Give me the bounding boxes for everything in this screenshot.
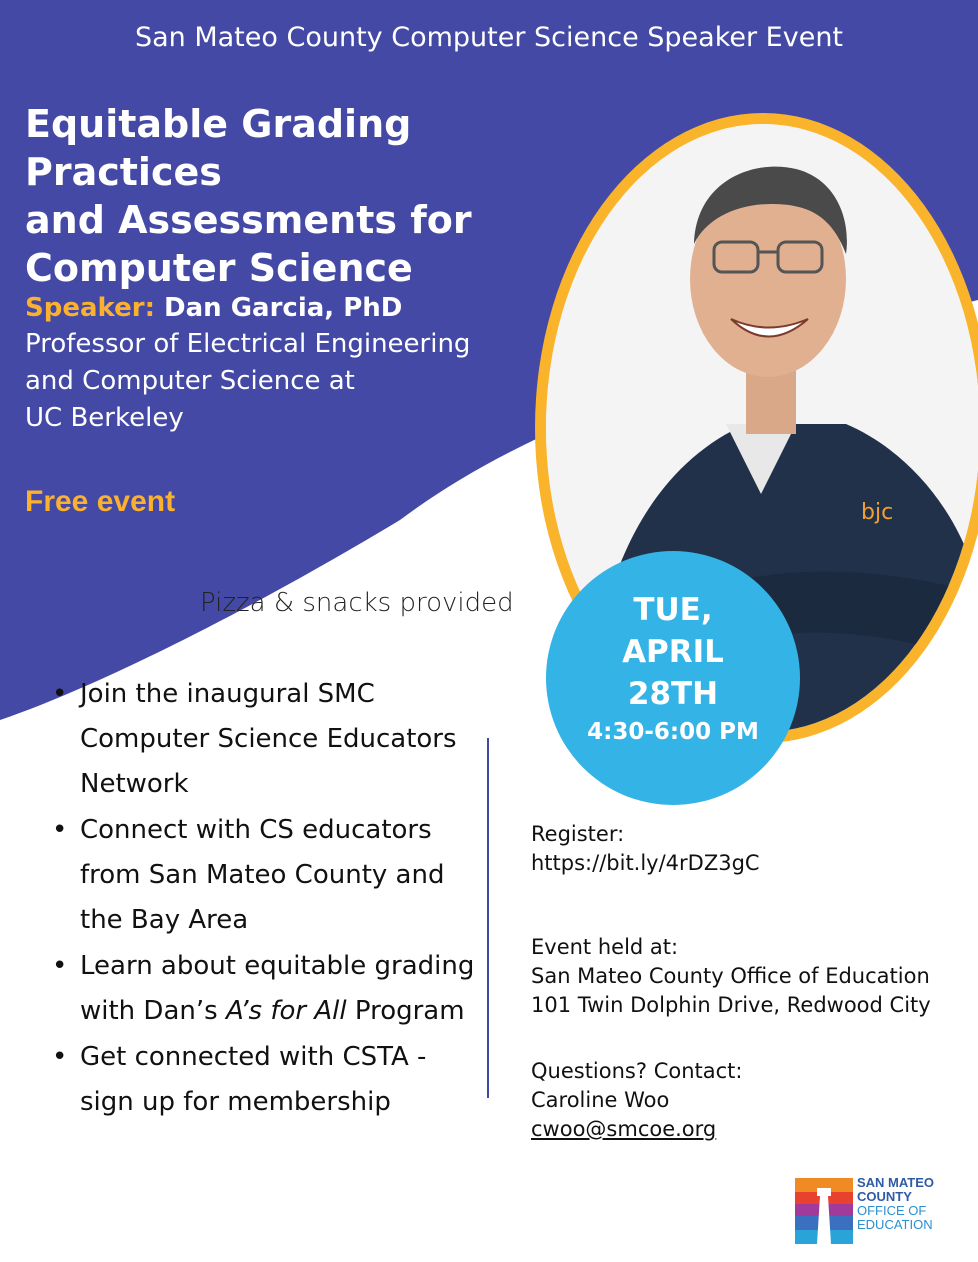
venue-block <box>531 933 961 1020</box>
logo-line: EDUCATION <box>857 1217 933 1232</box>
venue-name: San Mateo County Office of Education <box>531 964 930 988</box>
register-label: Register: <box>531 822 625 846</box>
date-month: APRIL <box>622 634 724 670</box>
logo-line: COUNTY <box>857 1189 912 1204</box>
venue-label: Event held at: <box>531 935 679 959</box>
contact-label: Questions? Contact: <box>531 1059 743 1083</box>
bullet-line: from San Mateo County and <box>80 860 445 890</box>
event-title-line: and Assessments for <box>25 198 472 242</box>
bullet-line: Connect with CS educators <box>80 815 432 845</box>
date-badge <box>546 551 800 805</box>
bullet-line: Get connected with CSTA - <box>80 1042 427 1072</box>
affiliation-line: UC Berkeley <box>25 403 184 433</box>
food-note: Pizza & snacks provided <box>200 588 514 618</box>
bullet-text: with Dan’s <box>80 996 226 1026</box>
logo-line: OFFICE OF <box>857 1203 927 1218</box>
benefits-list <box>48 672 478 1126</box>
speaker-prefix: Speaker: <box>25 293 155 323</box>
bullet-line: Computer Science Educators <box>80 724 457 754</box>
bullet-line: Learn about equitable grading <box>80 951 475 981</box>
date-day: TUE, <box>633 592 713 628</box>
event-title <box>25 100 585 292</box>
list-item <box>48 672 478 807</box>
free-event-label: Free event <box>25 485 176 518</box>
event-title-line: Equitable Grading Practices <box>25 102 412 194</box>
bullet-icon: • <box>52 951 68 981</box>
lighthouse-icon <box>795 1174 853 1244</box>
bullet-icon: • <box>52 815 68 845</box>
bullet-line: Network <box>80 769 189 799</box>
bullet-line: Join the inaugural SMC <box>80 679 375 709</box>
list-item <box>48 1035 478 1125</box>
affiliation-line: and Computer Science at <box>25 366 355 396</box>
venue-address: 101 Twin Dolphin Drive, Redwood City <box>531 993 931 1017</box>
logo-line: SAN MATEO <box>857 1175 935 1190</box>
event-series-title: San Mateo County Computer Science Speaker Event <box>134 22 844 53</box>
register-link[interactable]: https://bit.ly/4rDZ3gC <box>531 851 760 875</box>
bullet-icon: • <box>52 679 68 709</box>
date-date: 28TH <box>627 676 719 712</box>
bullet-icon: • <box>52 1042 68 1072</box>
affiliation-line: Professor of Electrical Engineering <box>25 329 471 359</box>
speaker-name: Dan Garcia, PhD <box>164 293 403 323</box>
bullet-line: sign up for membership <box>80 1087 391 1117</box>
contact-email-link[interactable]: cwoo@smcoe.org <box>531 1117 717 1141</box>
list-item <box>48 808 478 943</box>
speaker-block <box>25 290 495 437</box>
divider <box>487 738 489 1098</box>
bullet-line <box>80 989 478 1034</box>
program-name: A’s for All <box>225 996 347 1026</box>
list-item <box>48 944 478 1034</box>
bullet-text: Program <box>346 996 465 1026</box>
date-time: 4:30-6:00 PM <box>587 719 759 745</box>
bullet-line: the Bay Area <box>80 905 249 935</box>
logo-text <box>857 1176 934 1232</box>
contact-name: Caroline Woo <box>531 1088 670 1112</box>
event-title-line: Computer Science <box>25 246 413 290</box>
speaker-affiliation <box>25 326 495 437</box>
register-block <box>531 820 961 878</box>
contact-block <box>531 1057 961 1144</box>
smcoe-logo <box>795 1174 955 1244</box>
speaker-line <box>25 290 495 326</box>
svg-text:bjc: bjc <box>861 500 894 525</box>
